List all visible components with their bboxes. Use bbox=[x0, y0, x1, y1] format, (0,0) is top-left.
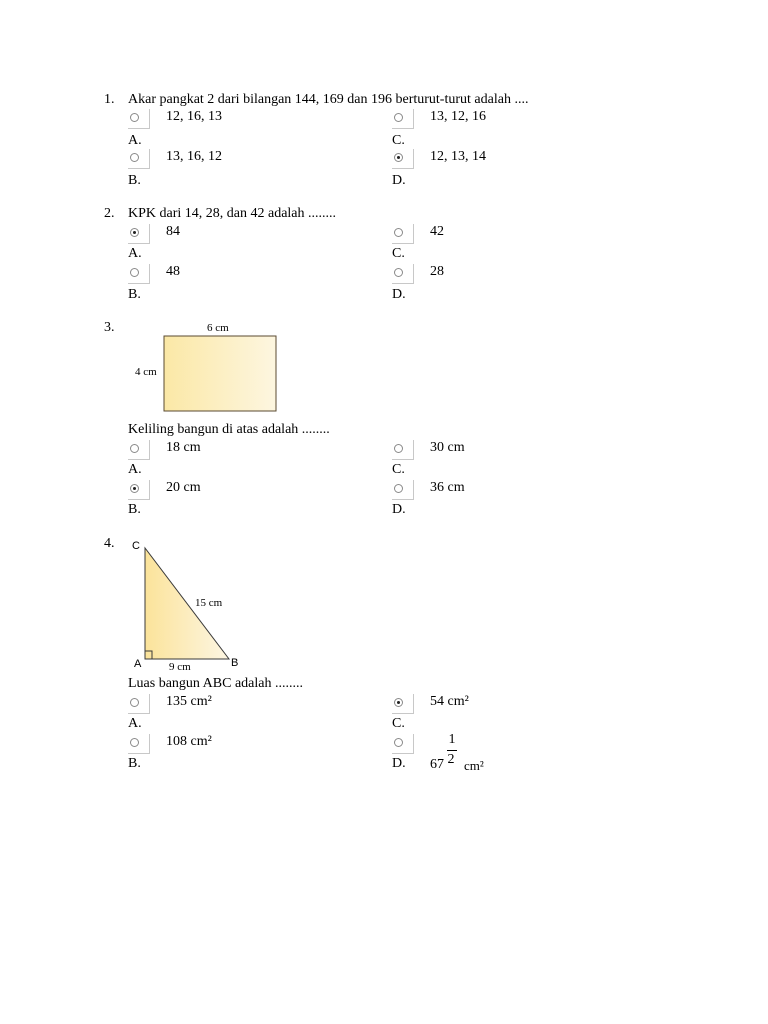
vertex-a-label: A bbox=[134, 658, 142, 670]
radio-circle-icon bbox=[130, 738, 139, 747]
option-b-value: 48 bbox=[166, 264, 180, 279]
option-a-letter: A. bbox=[128, 716, 142, 731]
option-a-value: 18 cm bbox=[166, 440, 201, 455]
option-b-value: 108 cm² bbox=[166, 734, 212, 749]
option-d-value: 36 cm bbox=[430, 480, 465, 495]
radio-circle-icon bbox=[130, 268, 139, 277]
rectangle-figure bbox=[160, 334, 280, 414]
option-b-letter: B. bbox=[128, 287, 141, 302]
question-number: 3. bbox=[104, 320, 115, 335]
radio-selected-icon bbox=[130, 484, 139, 493]
question-text: Luas bangun ABC adalah ........ bbox=[128, 676, 303, 691]
option-c-letter: C. bbox=[392, 246, 405, 261]
fraction-whole: 67 bbox=[430, 757, 444, 772]
base-label: 9 cm bbox=[169, 661, 191, 673]
radio-option-d[interactable] bbox=[392, 480, 414, 500]
radio-circle-icon bbox=[394, 228, 403, 237]
option-a-value: 12, 16, 13 bbox=[166, 109, 222, 124]
option-c-value: 42 bbox=[430, 224, 444, 239]
radio-circle-icon bbox=[394, 268, 403, 277]
radio-circle-icon bbox=[394, 444, 403, 453]
rectangle-height-label: 4 cm bbox=[135, 366, 157, 378]
option-a-value: 84 bbox=[166, 224, 180, 239]
radio-selected-icon bbox=[394, 698, 403, 707]
radio-option-c[interactable] bbox=[392, 224, 414, 244]
option-a-value: 135 cm² bbox=[166, 694, 212, 709]
radio-option-a[interactable] bbox=[128, 109, 150, 129]
radio-circle-icon bbox=[130, 153, 139, 162]
radio-option-c[interactable] bbox=[392, 694, 414, 714]
option-d-letter: D. bbox=[392, 173, 406, 188]
radio-option-c[interactable] bbox=[392, 440, 414, 460]
question-number: 1. bbox=[104, 92, 115, 107]
hypotenuse-label: 15 cm bbox=[195, 597, 223, 609]
radio-circle-icon bbox=[394, 484, 403, 493]
question-text: KPK dari 14, 28, dan 42 adalah ........ bbox=[128, 206, 337, 221]
radio-option-d[interactable] bbox=[392, 149, 414, 169]
vertex-b-label: B bbox=[231, 657, 239, 669]
radio-option-b[interactable] bbox=[128, 734, 150, 754]
option-b-letter: B. bbox=[128, 502, 141, 517]
radio-selected-icon bbox=[130, 228, 139, 237]
fraction-unit: cm² bbox=[464, 758, 484, 773]
radio-option-b[interactable] bbox=[128, 149, 150, 169]
option-a-letter: A. bbox=[128, 462, 142, 477]
option-c-value: 54 cm² bbox=[430, 694, 469, 709]
option-d-letter: D. bbox=[392, 756, 406, 771]
radio-circle-icon bbox=[130, 698, 139, 707]
option-c-value: 30 cm bbox=[430, 440, 465, 455]
radio-option-a[interactable] bbox=[128, 694, 150, 714]
radio-option-a[interactable] bbox=[128, 440, 150, 460]
rectangle-width-label: 6 cm bbox=[207, 322, 229, 334]
question-number: 2. bbox=[104, 206, 115, 221]
fraction-denominator: 2 bbox=[447, 752, 455, 767]
option-c-letter: C. bbox=[392, 716, 405, 731]
option-d-value: 28 bbox=[430, 264, 444, 279]
question-text: Keliling bangun di atas adalah ........ bbox=[128, 422, 330, 437]
radio-option-b[interactable] bbox=[128, 264, 150, 284]
option-c-letter: C. bbox=[392, 133, 405, 148]
radio-option-c[interactable] bbox=[392, 109, 414, 129]
option-a-letter: A. bbox=[128, 133, 142, 148]
vertex-c-label: C bbox=[132, 540, 140, 552]
option-b-letter: B. bbox=[128, 173, 141, 188]
question-text: Akar pangkat 2 dari bilangan 144, 169 dan 196 berturut-turut adalah .... bbox=[128, 92, 529, 107]
radio-circle-icon bbox=[130, 113, 139, 122]
radio-circle-icon bbox=[394, 738, 403, 747]
option-d-value: 12, 13, 14 bbox=[430, 149, 486, 164]
option-c-value: 13, 12, 16 bbox=[430, 109, 486, 124]
fraction-numerator: 1 bbox=[448, 732, 456, 747]
option-a-letter: A. bbox=[128, 246, 142, 261]
radio-option-a[interactable] bbox=[128, 224, 150, 244]
fraction-bar bbox=[447, 750, 457, 751]
option-d-letter: D. bbox=[392, 287, 406, 302]
radio-selected-icon bbox=[394, 153, 403, 162]
option-b-value: 13, 16, 12 bbox=[166, 149, 222, 164]
triangle-figure bbox=[140, 540, 240, 664]
radio-circle-icon bbox=[394, 113, 403, 122]
radio-option-b[interactable] bbox=[128, 480, 150, 500]
option-c-letter: C. bbox=[392, 462, 405, 477]
radio-option-d[interactable] bbox=[392, 264, 414, 284]
option-d-letter: D. bbox=[392, 502, 406, 517]
option-b-value: 20 cm bbox=[166, 480, 201, 495]
question-number: 4. bbox=[104, 536, 115, 551]
rectangle-shape bbox=[164, 336, 276, 411]
radio-circle-icon bbox=[130, 444, 139, 453]
option-b-letter: B. bbox=[128, 756, 141, 771]
radio-option-d[interactable] bbox=[392, 734, 414, 754]
